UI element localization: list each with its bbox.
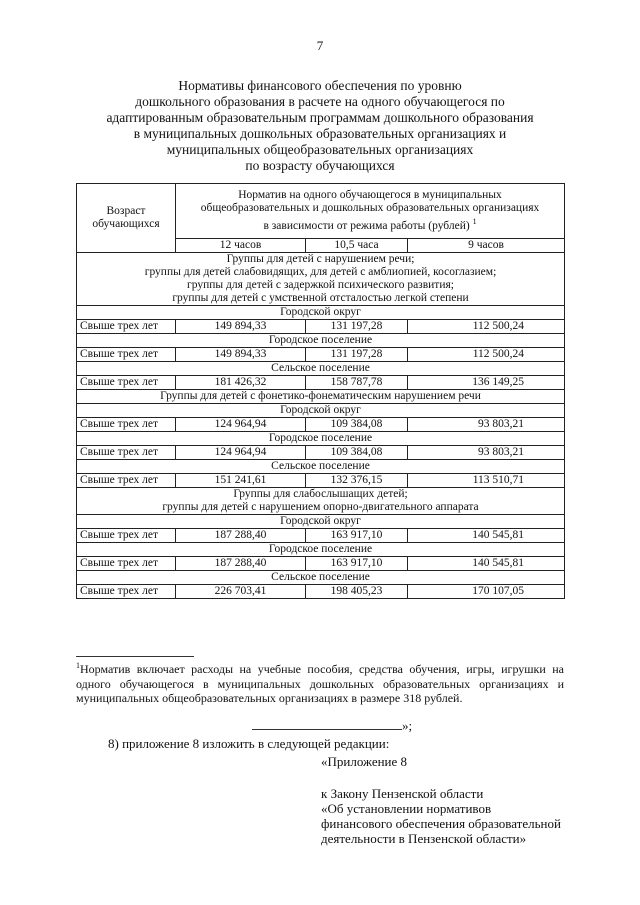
law-line: «Об установлении нормативов	[321, 801, 492, 816]
value-cell: 140 545,81	[408, 557, 565, 571]
norm-header-line	[179, 215, 561, 233]
table-row	[77, 529, 565, 543]
value-cell: 181 426,32	[176, 376, 306, 390]
value-cell: 131 197,28	[306, 348, 408, 362]
value-cell: 124 964,94	[176, 418, 306, 432]
footnote-ref: 1	[472, 217, 477, 227]
area-name: Городской округ	[77, 404, 565, 418]
value-cell: 93 803,21	[408, 418, 565, 432]
area-row	[77, 571, 565, 585]
value-cell: 187 288,40	[176, 529, 306, 543]
law-line: к Закону Пензенской области	[321, 786, 484, 801]
age-header: Возраст обучающихся	[77, 184, 176, 253]
value-cell: 158 787,78	[306, 376, 408, 390]
area-row	[77, 515, 565, 529]
group-title-line: Группы для детей с нарушением речи;	[226, 253, 415, 265]
title-line: в муниципальных дошкольных образовательных организациях и	[133, 126, 507, 141]
group-title-line: Группы для слабослышащих детей;	[233, 488, 408, 500]
norm-header-text: в зависимости от режима работы (рублей)	[263, 219, 470, 232]
value-cell: 136 149,25	[408, 376, 565, 390]
value-cell: 163 917,10	[306, 557, 408, 571]
page-number: 7	[316, 38, 324, 53]
age-cell: Свыше трех лет	[77, 320, 176, 334]
area-name: Городское поселение	[77, 432, 565, 446]
footnote-divider	[76, 656, 194, 657]
group-title-line: Группы для детей с фонетико-фонематическим нарушением речи	[160, 390, 481, 402]
age-cell: Свыше трех лет	[77, 474, 176, 488]
area-name: Городской округ	[77, 515, 565, 529]
area-name: Городское поселение	[77, 543, 565, 557]
mode-header: 10,5 часа	[306, 239, 408, 253]
age-cell: Свыше трех лет	[77, 446, 176, 460]
norms-table	[76, 183, 565, 599]
norm-header-line	[179, 189, 561, 202]
norm-header-text: Норматив на одного обучающегося в муниципальных	[238, 189, 502, 202]
table-row	[77, 446, 565, 460]
area-name: Сельское поселение	[77, 460, 565, 474]
norm-header-line	[179, 202, 561, 215]
title-line: муниципальных общеобразовательных организациях	[166, 142, 474, 157]
footnote-mark: 1	[76, 661, 80, 670]
area-row	[77, 334, 565, 348]
norm-header	[176, 184, 565, 239]
value-cell: 163 917,10	[306, 529, 408, 543]
table-row	[77, 320, 565, 334]
area-name: Городское поселение	[77, 334, 565, 348]
area-row	[77, 543, 565, 557]
age-cell: Свыше трех лет	[77, 348, 176, 362]
area-name: Городской округ	[77, 306, 565, 320]
value-cell: 140 545,81	[408, 529, 565, 543]
group-title	[77, 390, 565, 404]
age-cell: Свыше трех лет	[77, 529, 176, 543]
value-cell: 113 510,71	[408, 474, 565, 488]
age-cell: Свыше трех лет	[77, 418, 176, 432]
table-row	[77, 585, 565, 599]
value-cell: 131 197,28	[306, 320, 408, 334]
footnote	[76, 659, 564, 706]
appendix-title: «Приложение 8	[321, 754, 408, 769]
title-line: адаптированным образовательным программам дошкольного образования	[106, 110, 534, 125]
table-row	[77, 557, 565, 571]
closing-line	[252, 718, 412, 734]
law-reference	[321, 786, 571, 846]
age-cell: Свыше трех лет	[77, 585, 176, 599]
group-title-line: группы для детей слабовидящих, для детей с амблиопией, косоглазием;	[144, 266, 497, 278]
group-title-line: группы для детей с умственной отсталостью легкой степени	[172, 292, 469, 304]
table-row	[77, 348, 565, 362]
group-title-row	[77, 390, 565, 404]
table-row	[77, 474, 565, 488]
area-row	[77, 432, 565, 446]
law-line: деятельности в Пензенской области»	[321, 831, 527, 846]
value-cell: 93 803,21	[408, 446, 565, 460]
norm-header-text: общеобразовательных и дошкольных образовательных организациях	[200, 202, 540, 215]
value-cell: 112 500,24	[408, 348, 565, 362]
value-cell: 151 241,61	[176, 474, 306, 488]
value-cell: 109 384,08	[306, 418, 408, 432]
area-row	[77, 306, 565, 320]
area-name: Сельское поселение	[77, 362, 565, 376]
value-cell: 170 107,05	[408, 585, 565, 599]
value-cell: 226 703,41	[176, 585, 306, 599]
document-title	[60, 78, 580, 174]
value-cell: 198 405,23	[306, 585, 408, 599]
value-cell: 124 964,94	[176, 446, 306, 460]
closing-underline	[252, 719, 402, 730]
area-row	[77, 404, 565, 418]
group-title-row	[77, 488, 565, 515]
area-row	[77, 460, 565, 474]
item-8: 8) приложение 8 изложить в следующей редакции:	[108, 736, 390, 751]
table-row	[77, 376, 565, 390]
norms-table-body	[77, 184, 565, 599]
closing-quote: »;	[402, 718, 413, 733]
table-row	[77, 418, 565, 432]
header-row	[77, 184, 565, 239]
footnote-text: Норматив включает расходы на учебные пособия, средства обучения, игры, игрушки на одного обучающегося в муниципальных дошкольных образовательных организациях и муниципальных общеобразовательных организациях в размере 318 рублей.	[76, 662, 564, 705]
value-cell: 187 288,40	[176, 557, 306, 571]
area-row	[77, 362, 565, 376]
age-cell: Свыше трех лет	[77, 376, 176, 390]
group-title-row	[77, 253, 565, 306]
title-line: дошкольного образования в расчете на одного обучающегося по	[135, 94, 505, 109]
value-cell: 112 500,24	[408, 320, 565, 334]
group-title-line: группы для детей с нарушением опорно-двигательного аппарата	[162, 501, 479, 513]
group-title-line: группы для детей с задержкой психического развития;	[187, 279, 454, 291]
value-cell: 109 384,08	[306, 446, 408, 460]
value-cell: 132 376,15	[306, 474, 408, 488]
age-cell: Свыше трех лет	[77, 557, 176, 571]
law-line: финансового обеспечения образовательной	[321, 816, 561, 831]
group-title	[77, 488, 565, 515]
title-line: Нормативы финансового обеспечения по уровню	[178, 78, 462, 93]
group-title	[77, 253, 565, 306]
area-name: Сельское поселение	[77, 571, 565, 585]
value-cell: 149 894,33	[176, 320, 306, 334]
value-cell: 149 894,33	[176, 348, 306, 362]
mode-header: 12 часов	[176, 239, 306, 253]
mode-header: 9 часов	[408, 239, 565, 253]
title-line: по возрасту обучающихся	[245, 158, 395, 173]
